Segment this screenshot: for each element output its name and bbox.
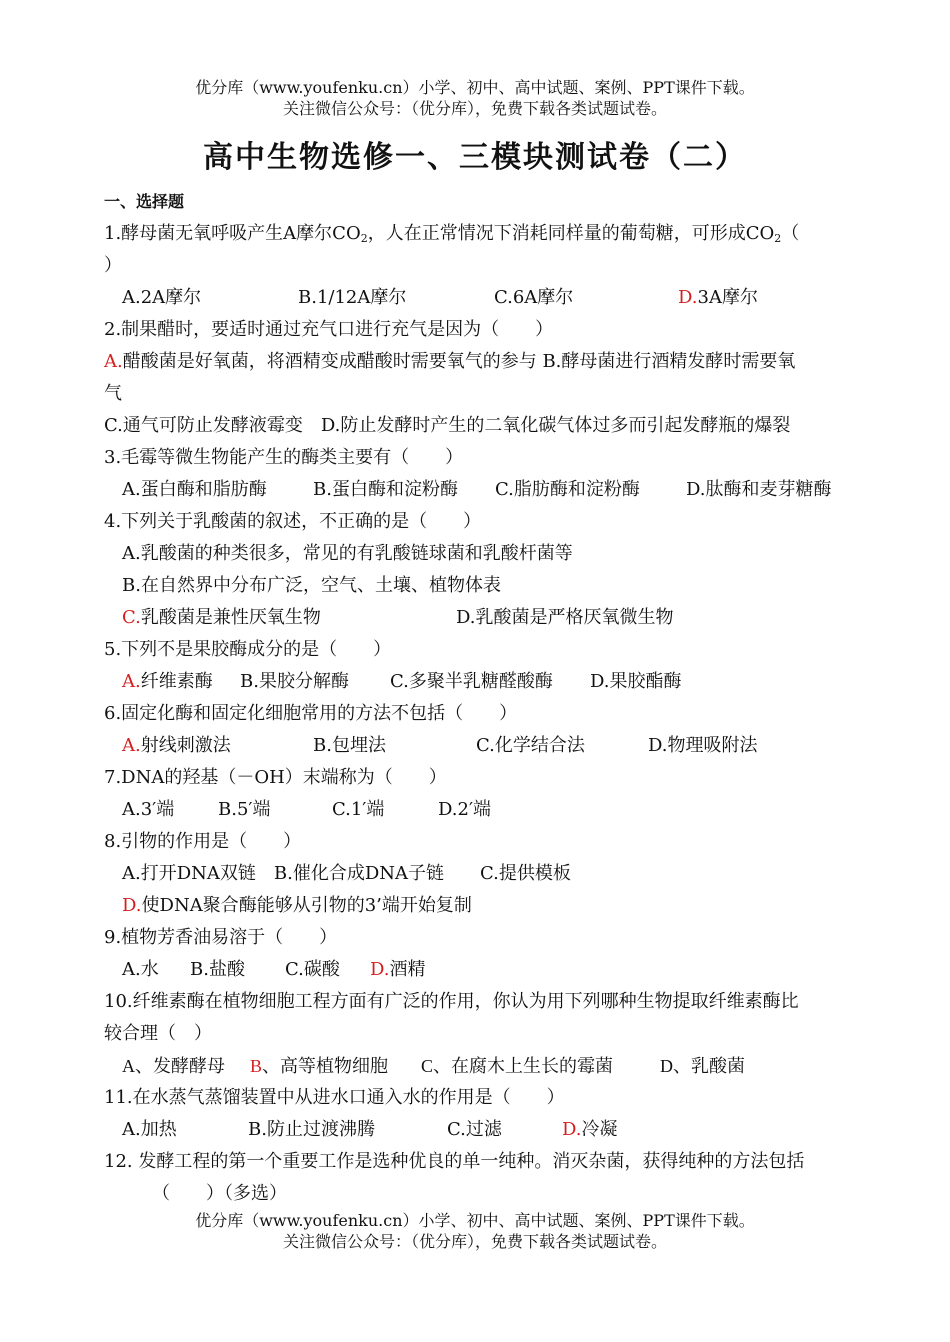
question-5-stem: 5.下列不是果胶酶成分的是（ ） bbox=[104, 639, 392, 660]
header-line-1: 优分库（www.youfenku.cn）小学、初中、高中试题、案例、PPT课件下载。 bbox=[195, 78, 755, 97]
question-5-option-d: D.果胶酯酶 bbox=[590, 671, 682, 692]
question-5-option-b: B.果胶分解酶 bbox=[240, 671, 349, 692]
question-7-option-b: B.5′端 bbox=[218, 799, 271, 820]
question-9-stem: 9.植物芳香油易溶于（ ） bbox=[104, 927, 338, 948]
question-7-option-d: D.2′端 bbox=[438, 799, 492, 820]
question-11-stem: 11.在水蒸气蒸馏装置中从进水口通入水的作用是（ ） bbox=[104, 1087, 565, 1108]
question-10-option-d: D、乳酸菌 bbox=[660, 1056, 745, 1076]
section-heading: 一、选择题 bbox=[104, 192, 185, 211]
question-6-option-c: C.化学结合法 bbox=[476, 735, 585, 756]
question-10-stem-wrap: 较合理（ ） bbox=[104, 1023, 212, 1044]
question-2-stem: 2.制果醋时，要适时通过充气口进行充气是因为（ ） bbox=[104, 319, 554, 340]
footer-line-2: 关注微信公众号：（优分库），免费下载各类试题试卷。 bbox=[282, 1232, 667, 1251]
footer-line-1: 优分库（www.youfenku.cn）小学、初中、高中试题、案例、PPT课件下载。 bbox=[195, 1211, 755, 1230]
question-2-option-cd: C.通气可防止发酵液霉变 D.防止发酵时产生的二氧化碳气体过多而引起发酵瓶的爆裂 bbox=[104, 415, 791, 436]
question-9-option-c: C.碳酸 bbox=[285, 959, 340, 980]
question-7-option-a: A.3′端 bbox=[122, 799, 175, 820]
page-title: 高中生物选修一、三模块测试卷（二） bbox=[203, 140, 747, 175]
question-6-option-d: D.物理吸附法 bbox=[648, 735, 758, 756]
header-line-2: 关注微信公众号：（优分库），免费下载各类试题试卷。 bbox=[282, 99, 667, 118]
question-6-option-b: B.包埋法 bbox=[313, 735, 386, 756]
question-4-option-c: C.乳酸菌是兼性厌氧生物 bbox=[122, 607, 321, 628]
question-1-option-b: B.1/12A摩尔 bbox=[298, 287, 407, 308]
question-12-stem-wrap: （ ）（多选） bbox=[152, 1183, 287, 1204]
question-4-option-b: B.在自然界中分布广泛，空气、土壤、植物体表 bbox=[122, 575, 501, 596]
question-1-option-c: C.6A摩尔 bbox=[494, 287, 574, 308]
question-1-option-d: D.3A摩尔 bbox=[678, 287, 758, 308]
question-4-stem: 4.下列关于乳酸菌的叙述，不正确的是（ ） bbox=[104, 511, 482, 532]
question-6-option-a: A.射线刺激法 bbox=[122, 735, 231, 756]
question-3-stem: 3.毛霉等微生物能产生的酶类主要有（ ） bbox=[104, 447, 464, 468]
question-2-option-a: A.醋酸菌是好氧菌，将酒精变成醋酸时需要氧气的参与 B.酵母菌进行酒精发酵时需要氧 bbox=[104, 351, 796, 372]
question-5-option-a: A.纤维素酶 bbox=[122, 671, 213, 692]
question-10-option-c: C、在腐木上生长的霉菌 bbox=[421, 1056, 614, 1076]
question-4-option-d: D.乳酸菌是严格厌氧微生物 bbox=[456, 607, 674, 628]
question-9-option-a: A.水 bbox=[122, 959, 159, 980]
question-10-option-b: B、高等植物细胞 bbox=[250, 1056, 389, 1076]
question-3-option-a: A.蛋白酶和脂肪酶 bbox=[122, 479, 267, 500]
question-10-option-a: A、发酵酵母 bbox=[122, 1056, 225, 1076]
question-12-stem: 12. 发酵工程的第一个重要工作是选种优良的单一纯种。消灭杂菌，获得纯种的方法包括 bbox=[104, 1151, 805, 1172]
question-3-option-d: D.肽酶和麦芽糖酶 bbox=[686, 479, 832, 500]
question-9-option-d: D.酒精 bbox=[370, 959, 426, 980]
question-8-stem: 8.引物的作用是（ ） bbox=[104, 831, 302, 852]
question-11-option-d: D.冷凝 bbox=[562, 1119, 618, 1140]
question-1-stem: 1.酵母菌无氧呼吸产生A摩尔$CO_2$，人在正常情况下消耗同样量的葡萄糖，可形成$CO_2$（ bbox=[104, 223, 800, 245]
question-3-option-b: B.蛋白酶和淀粉酶 bbox=[313, 479, 458, 500]
question-11-option-b: B.防止过渡沸腾 bbox=[248, 1119, 375, 1140]
question-5-option-c: C.多聚半乳糖醛酸酶 bbox=[390, 671, 553, 692]
question-8-options-abc: A.打开DNA双链 B.催化合成DNA子链 C.提供模板 bbox=[122, 863, 571, 884]
question-4-option-a: A.乳酸菌的种类很多，常见的有乳酸链球菌和乳酸杆菌等 bbox=[122, 543, 573, 564]
question-9-option-b: B.盐酸 bbox=[190, 959, 245, 980]
question-1-option-a: A.2A摩尔 bbox=[122, 287, 202, 308]
question-10-stem: 10.纤维素酶在植物细胞工程方面有广泛的作用，你认为用下列哪种生物提取纤维素酶比 bbox=[104, 991, 799, 1012]
question-11-option-c: C.过滤 bbox=[447, 1119, 502, 1140]
question-6-stem: 6.固定化酶和固定化细胞常用的方法不包括（ ） bbox=[104, 703, 518, 724]
question-7-option-c: C.1′端 bbox=[332, 799, 385, 820]
question-11-option-a: A.加热 bbox=[122, 1119, 177, 1140]
question-2-option-a-wrap: 气 bbox=[104, 383, 122, 404]
question-1-stem-wrap: ） bbox=[104, 255, 122, 276]
question-3-option-c: C.脂肪酶和淀粉酶 bbox=[495, 479, 640, 500]
question-8-option-d: D.使DNA聚合酶能够从引物的3’端开始复制 bbox=[122, 895, 472, 916]
question-7-stem: 7.DNA的羟基（－OH）末端称为（ ） bbox=[104, 767, 447, 788]
